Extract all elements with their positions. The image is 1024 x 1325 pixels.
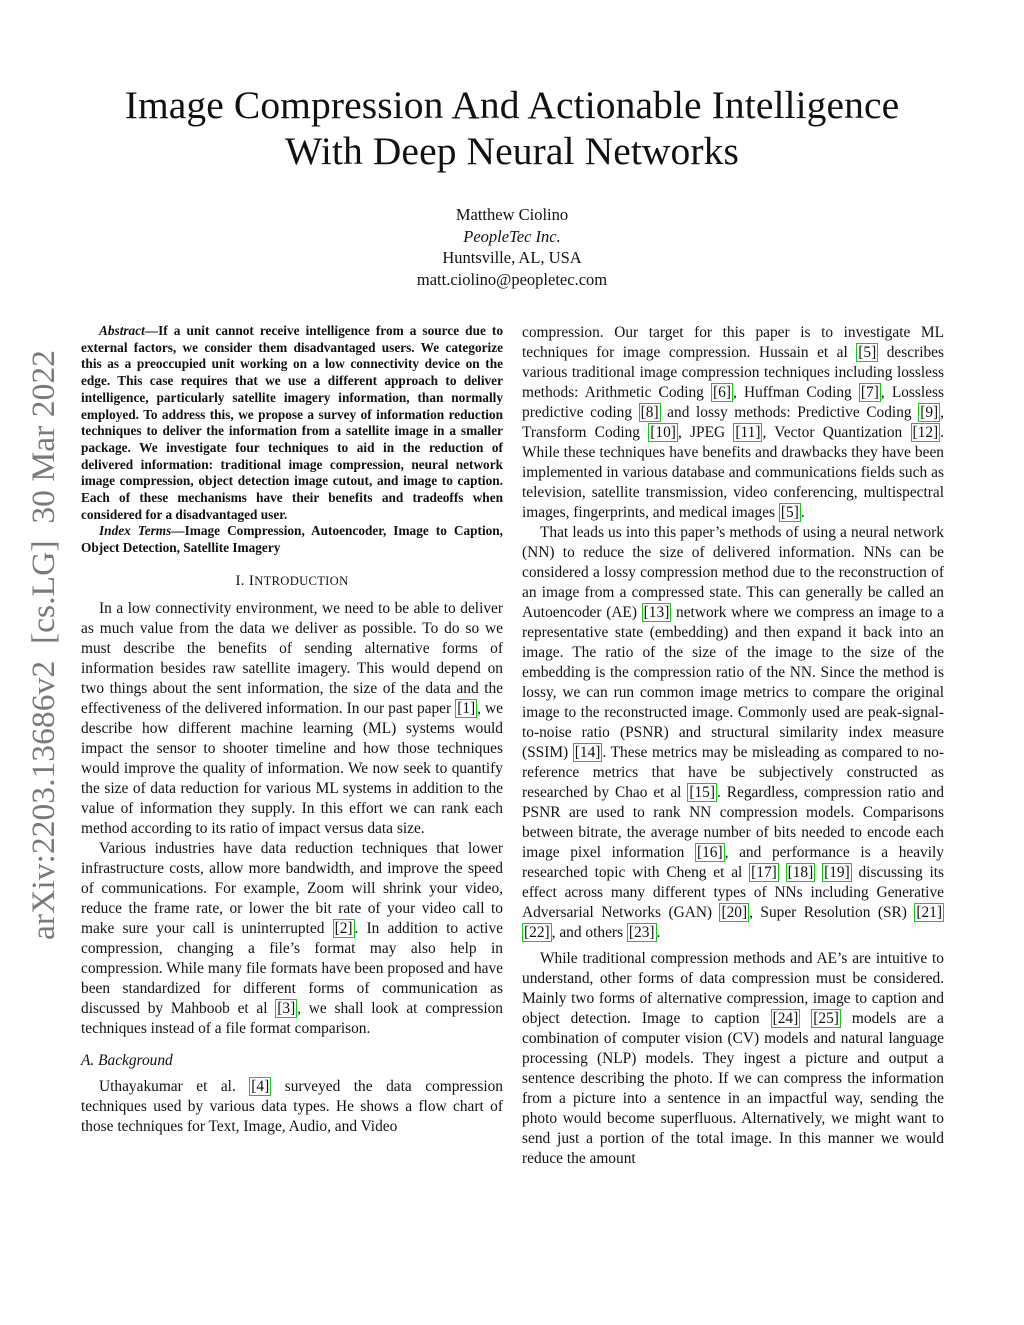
citation-link[interactable]: [17]: [751, 864, 777, 881]
paragraph-text: network where we compress an image to a representative state (embedding) and then expand it back into an image. The ratio of the size of the image to the size of the embedding is the compression ratio of the NN. Since the method is lossy, we can run common image metrics to compare the original image to the reconstructed image. Commonly used are peak-signal-to-noise ratio (PSNR) and structural similarity index measure (SSIM): [522, 604, 944, 761]
citation-link[interactable]: [13]: [643, 604, 670, 621]
paragraph-text: models are a combination of computer vision (CV) models and natural language processing (NLP) models. They ingest a picture and output a sentence describing the photo. If we can compress the information from a picture into a sentence in an impactful way, sending the photo would become superfluous. Alternatively, we might want to send just a portion of the total image. In this manner we would reduce the amount: [522, 1010, 945, 1167]
author-email[interactable]: matt.ciolino@peopletec.com: [416, 269, 608, 289]
left-paragraph-3: [81, 1077, 503, 1137]
paragraph-text: , we describe how different machine learning (ML) systems would impact the sensor to shooter timeline and how those techniques would improve the quality of information. We now seek to quantify the size of data reduction for various ML systems in addition to the value of information they supply. In this effort we can rank each method according to its ratio of impact versus data size.: [81, 699, 503, 837]
paragraph-text: surveyed the data compression techniques used by various data types. He shows a flow chart of those techniques for Text, Image, Audio, and Video: [81, 1077, 503, 1135]
paper-header: [0, 82, 1024, 290]
paragraph-text: . In addition to active compression, changing a file’s format may also help in compression. While many file formats have been proposed and have been standardized for different forms of communication as discussed by Mahboob et al: [81, 919, 503, 1017]
citation-link[interactable]: [7]: [860, 384, 879, 401]
paragraph-text: In a low connectivity environment, we need to be able to deliver as much value from the data we deliver as possible. To do so we must describe the benefits of sending alternative forms of information besides raw satellite imagery. This would depend on two things about the sent information, the size of the data and the effectiveness of the delivered information. In our past paper: [81, 599, 503, 717]
right-paragraph-3: [522, 949, 944, 1169]
paragraph-text: .: [800, 504, 805, 521]
paragraph-text: , Vector Quantization: [762, 424, 911, 441]
section-first-letter: I: [248, 572, 255, 589]
arxiv-stamp-svg: [2, 350, 74, 940]
section-rest: NTRODUCTION: [254, 573, 349, 588]
citation-link[interactable]: [18]: [787, 864, 814, 881]
paragraph-text: discussing its effect across many different types of NNs including Generative Adversarial Networks (GAN): [522, 864, 944, 921]
paragraph-text: [800, 1010, 811, 1027]
paper-title: [0, 82, 1024, 174]
paragraph-text: , Super Resolution (SR): [749, 904, 915, 921]
citation-link[interactable]: [3]: [277, 999, 296, 1017]
abstract-text: If a unit cannot receive intelligence from a source due to external factors, we consider them disadvantaged users. We categorize this as a preoccupied unit working on a low connectivity device on the edge. This case requires that we use a different approach to deliver intelligence, particularly satellite imagery information, than normally employed. To address this, we propose a survey of information reduction techniques to deliver the information from a satellite image in a smaller package. We investigate four techniques to aid in the reduction of delivered information: traditional image compression, neural network image compression, object detection image cutout, and image to caption. Each of these mechanisms have their benefits and tradeoffs when considered for a disadvantaged user.: [81, 323, 503, 522]
author-block: [0, 204, 1024, 290]
citation-link[interactable]: [11]: [735, 424, 761, 441]
paragraph-text: and lossy methods: Predictive Coding: [660, 404, 919, 421]
citation-link[interactable]: [2]: [334, 919, 353, 937]
citation-link[interactable]: [20]: [721, 904, 748, 921]
index-terms-text: Image Compression, Autoencoder, Image to Caption, Object Detection, Satellite Imagery: [81, 523, 504, 556]
paragraph-text: , JPEG: [677, 424, 734, 441]
index-terms-label: Index Terms—: [99, 523, 185, 539]
section-numeral: I.: [235, 572, 249, 589]
title-line-2: With Deep Neural Networks: [285, 129, 739, 173]
subsection-background: A. Background: [81, 1051, 173, 1069]
citation-link[interactable]: [19]: [824, 864, 850, 881]
paragraph-text: , Lossless predictive coding: [522, 384, 945, 421]
paragraph-text: . While these techniques have benefits and drawbacks they have been implemented in various database and communications fields such as television, satellite transmission, video conferencing, multispectral images, fingerprints, and medical images: [522, 424, 945, 521]
abstract: [81, 323, 503, 523]
citation-link[interactable]: [1]: [457, 699, 476, 717]
arxiv-stamp: [2, 350, 74, 940]
paragraph-text: Various industries have data reduction techniques that lower infrastructure costs, allow more bandwidth, and improve the speed of communications. For example, Zoom will shrink your video, reduce the frame rate, or lower the bit rate of your video call to make sure your call is uninterrupted: [81, 839, 503, 937]
citation-link[interactable]: [22]: [524, 924, 550, 941]
citation-link[interactable]: [21]: [916, 904, 942, 921]
citation-link[interactable]: [16]: [696, 844, 723, 861]
paragraph-text: , Transform Coding: [522, 404, 944, 441]
citation-link[interactable]: [5]: [780, 504, 799, 521]
citation-link[interactable]: [14]: [574, 744, 601, 761]
left-column: [81, 323, 503, 1137]
paragraph-text: describes various traditional image compression techniques including lossless methods: Arithmetic Coding: [522, 344, 944, 401]
paragraph-text: That leads us into this paper’s methods of using a neural network (NN) to reduce the size of delivered information. NNs can be considered a lossy compression method due to the reconstruction of an image from a compressed state. This can generally be called an Autoencoder (AE): [522, 524, 944, 621]
paragraph-text: [779, 864, 786, 881]
right-paragraph-1: [522, 323, 944, 523]
citation-link[interactable]: [4]: [251, 1077, 270, 1095]
author-name: Matthew Ciolino: [455, 205, 569, 224]
index-terms: [81, 523, 503, 556]
section-heading-introduction: [81, 571, 503, 591]
paragraph-text: . These metrics may be misleading as compared to no-reference metrics that have be subjectively constructed as researched by Chao et al: [522, 744, 944, 801]
paragraph-text: , Huffman Coding: [732, 384, 859, 401]
citation-link[interactable]: [23]: [628, 924, 655, 941]
citation-link[interactable]: [12]: [912, 424, 939, 441]
citation-link[interactable]: [15]: [689, 784, 715, 801]
title-line-1: Image Compression And Actionable Intelligence: [124, 83, 900, 127]
paragraph-text: , we shall look at compression techniques instead of a file format comparison.: [81, 999, 503, 1037]
paragraph-text: . Regardless, compression ratio and PSNR are used to rank NN compression models. Comparisons between bitrate, the average number of bits needed to encode each image pixel information: [522, 784, 944, 861]
citation-link[interactable]: [5]: [858, 344, 877, 361]
paragraph-text: .: [656, 924, 661, 941]
right-paragraph-2: [522, 523, 944, 943]
left-paragraph-1: [81, 599, 503, 839]
paragraph-text: Uthayakumar et al.: [99, 1077, 250, 1095]
citation-link[interactable]: [8]: [640, 404, 659, 421]
citation-link[interactable]: [25]: [813, 1010, 839, 1027]
arxiv-id: arXiv:2203.13686v2 [cs.LG] 30 Mar 2022: [26, 360, 62, 940]
paragraph-text: , and others: [551, 924, 627, 941]
paragraph-text: While traditional compression methods and AE’s are intuitive to understand, other forms of data compression must be considered. Mainly two forms of alternative compression, image to caption and object detection. Image to caption: [522, 950, 944, 1027]
citation-link[interactable]: [24]: [772, 1010, 799, 1027]
citation-link[interactable]: [6]: [713, 384, 731, 401]
author-affiliation: PeopleTec Inc.: [463, 226, 561, 246]
right-column: [522, 323, 944, 1169]
left-paragraph-2: [81, 839, 503, 1039]
citation-link[interactable]: [10]: [650, 424, 676, 441]
paragraph-text: , and performance is a heavily researched topic with Cheng et al: [522, 844, 944, 881]
abstract-label: Abstract—: [99, 323, 159, 338]
citation-link[interactable]: [9]: [920, 404, 939, 421]
paragraph-text: compression. Our target for this paper is to investigate ML techniques for image compression. Hussain et al: [522, 324, 944, 361]
author-location: Huntsville, AL, USA: [442, 248, 582, 267]
